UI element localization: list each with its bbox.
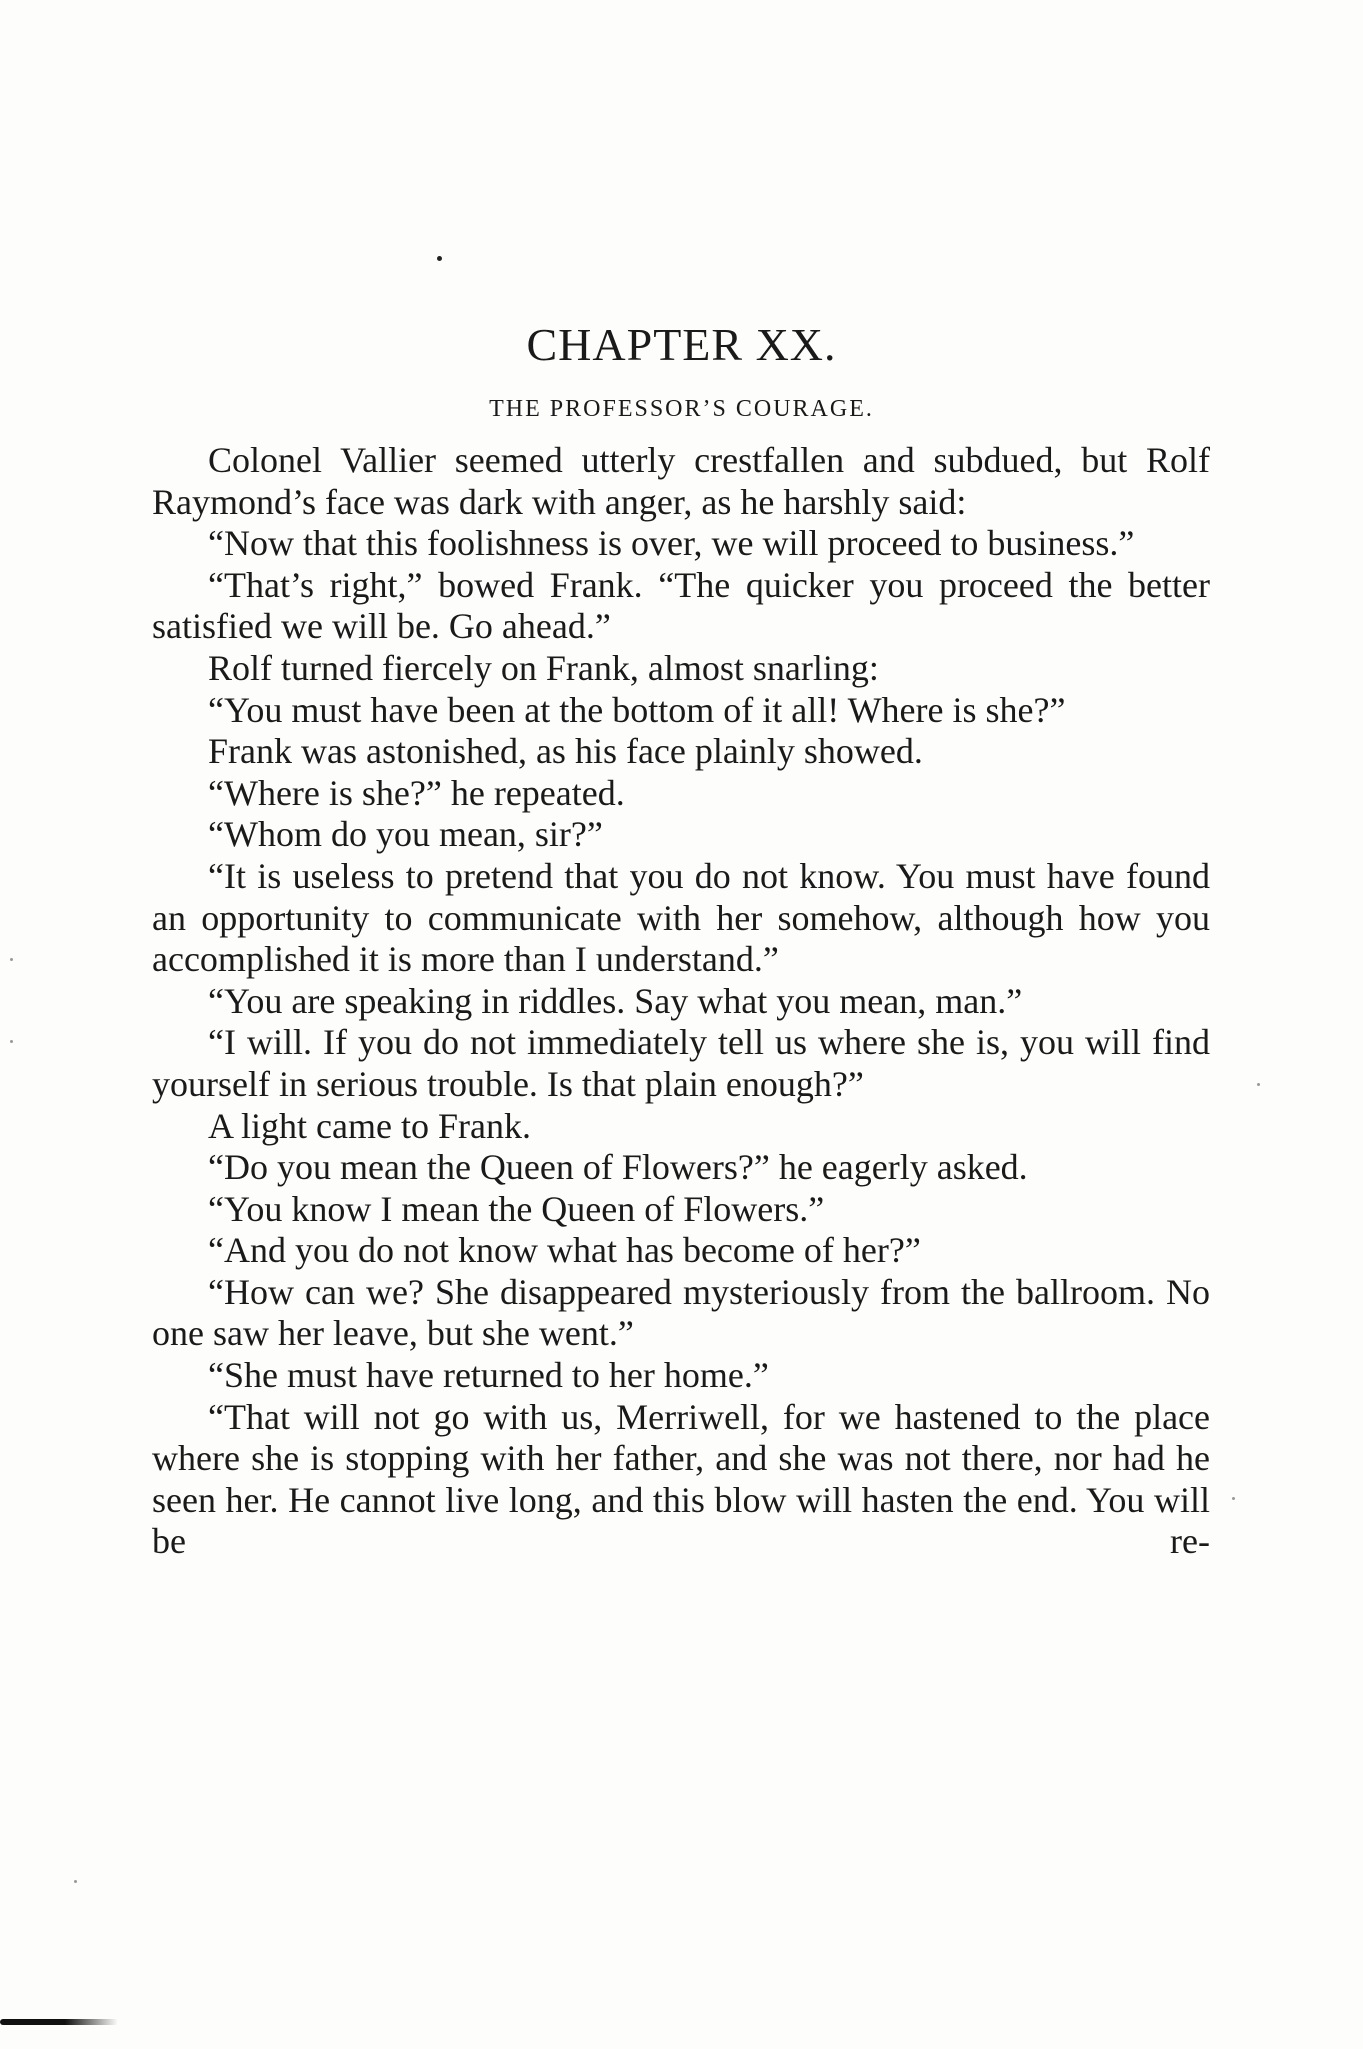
- page-speck: [74, 1880, 77, 1883]
- paragraph-7: “Where is she?” he repeated.: [208, 772, 625, 813]
- chapter-title: CHAPTER XX.: [526, 319, 837, 370]
- page-speck: [10, 1040, 13, 1043]
- paragraph-11: “I will. If you do not immediately tell us where she is, you will find yourself in serious trouble. Is that plain enough?”: [152, 1022, 1210, 1104]
- paragraph-6: Frank was astonished, as his face plainly showed.: [208, 731, 923, 772]
- paragraph-14: “You know I mean the Queen of Flowers.”: [208, 1188, 825, 1229]
- paragraph-16: “How can we? She disappeared mysteriously from the ballroom. No one saw her leave, but she went.”: [152, 1271, 1210, 1354]
- paragraph-12: A light came to Frank.: [208, 1105, 531, 1146]
- page-speck: [1232, 1497, 1235, 1500]
- paragraph-15: “And you do not know what has become of her?”: [208, 1230, 921, 1271]
- paragraph-4: Rolf turned fiercely on Frank, almost snarling:: [208, 647, 879, 688]
- paragraph-3: “That’s right,” bowed Frank. “The quicker you proceed the better satisfied we will be. Go ahead.”: [152, 564, 1210, 647]
- page-speck: [1257, 1083, 1260, 1086]
- paragraph-13: “Do you mean the Queen of Flowers?” he eagerly asked.: [208, 1147, 1028, 1188]
- paragraph-9: “It is useless to pretend that you do not know. You must have found an opportunity to communicate with her somehow, although how you accomplished it is more than I understand.”: [152, 855, 1210, 980]
- page-edge-mark: [0, 2019, 118, 2025]
- paragraph-18: “That will not go with us, Merriwell, for we hastened to the place where she is stopping with her father, and she was not there, nor had he seen her. He cannot live long, and this blow will hasten the end. You will be re-: [152, 1396, 1210, 1562]
- paragraph-10: “You are speaking in riddles. Say what you mean, man.”: [208, 980, 1023, 1021]
- page-speck: [10, 958, 13, 961]
- paragraph-8: “Whom do you mean, sir?”: [208, 814, 603, 855]
- chapter-text: [152, 440, 1210, 1563]
- paragraph-1: Colonel Vallier seemed utterly crestfallen and subdued, but Rolf Raymond’s face was dark with anger, as he harshly said:: [152, 440, 1210, 522]
- chapter-subtitle: THE PROFESSOR’S COURAGE.: [489, 396, 874, 422]
- ink-speck: [437, 256, 442, 261]
- paragraph-5: “You must have been at the bottom of it all! Where is she?”: [208, 689, 1066, 730]
- paragraph-17: “She must have returned to her home.”: [208, 1355, 769, 1396]
- paragraph-2: “Now that this foolishness is over, we will proceed to business.”: [208, 523, 1135, 564]
